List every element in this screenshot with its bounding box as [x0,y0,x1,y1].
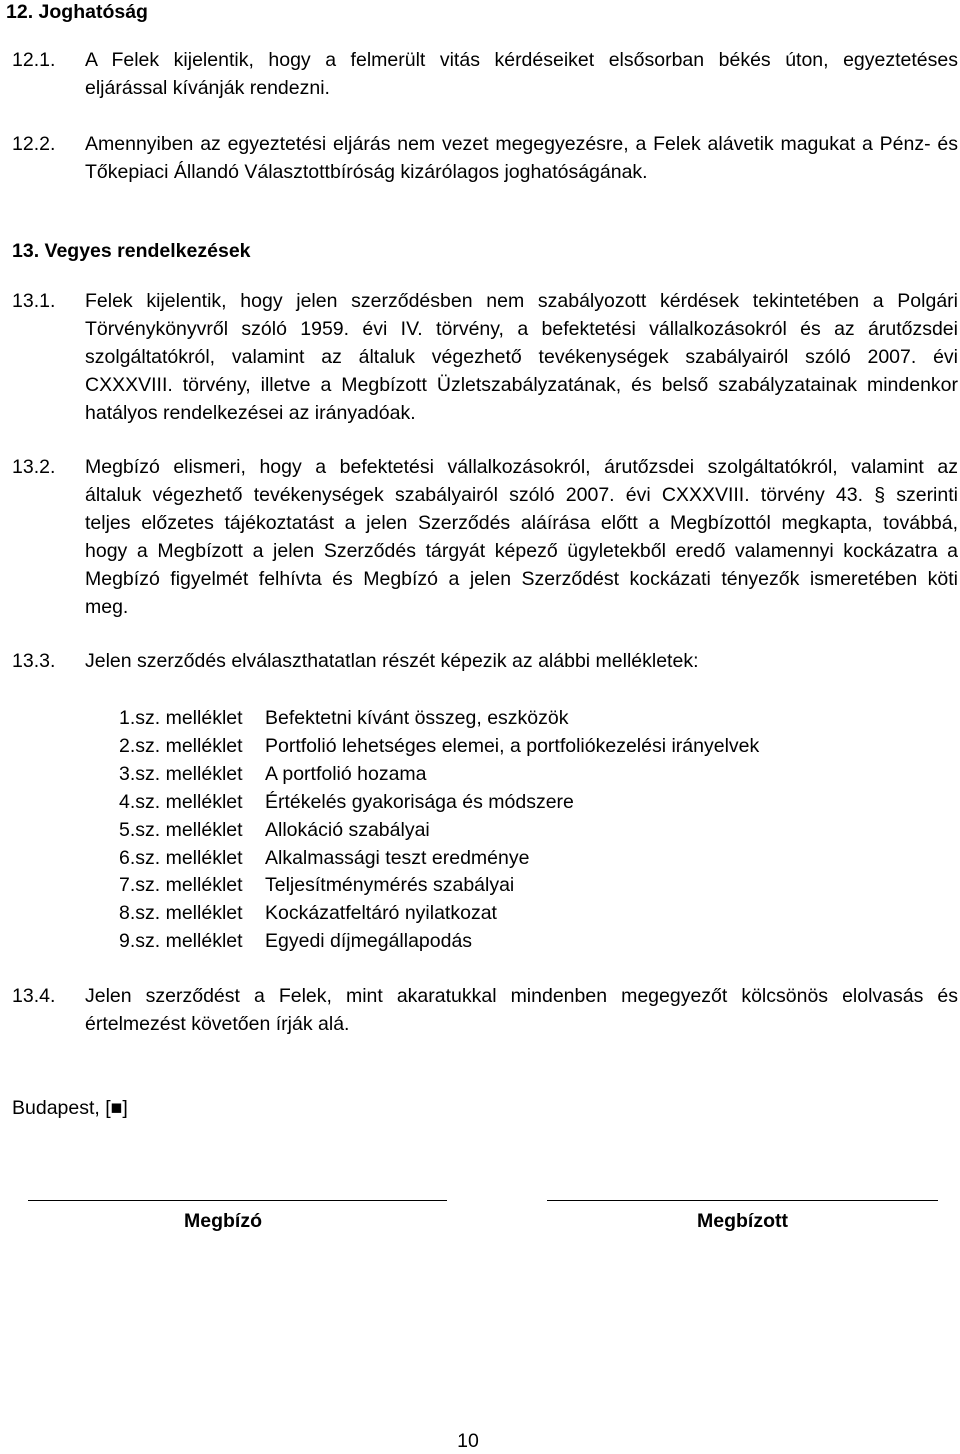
clause-13-1-number: 13.1. [12,290,56,312]
annex-title: Teljesítménymérés szabályai [265,874,515,897]
clause-13-2-line: hogy a Megbízott a jelen Szerződés tárgyát képező ügyletekből eredő valamennyi kockázatra a [85,540,958,562]
annex-label: 9.sz. melléklet [119,930,243,953]
clause-13-3-number: 13.3. [12,650,56,672]
annex-row [119,816,430,844]
clause-12-1-line: A Felek kijelentik, hogy a felmerült vitás kérdéseiket elsősorban békés úton, egyeztetéses [85,49,958,71]
clause-13-1-line: CXXXVIII. törvény, illetve a Megbízott Üzletszabályzatának, és belső szabályzatainak mindenkor [85,374,958,396]
clause-12-1-number: 12.1. [12,49,56,71]
clause-13-2-line: meg. [85,596,129,618]
clause-13-1-line: Törvénykönyvről szóló 1959. évi IV. törvény, a befektetési vállalkozásokról és az árutőzsdei [85,318,958,340]
clause-13-2-line: teljes előzetes tájékoztatást a jelen Szerződés aláírása előtt a Megbízottól megkapta, továbbá, [85,512,958,534]
annex-label: 2.sz. melléklet [119,734,243,757]
annex-title: A portfolió hozama [265,762,427,785]
clause-13-4-line: értelmezést követően írják alá. [85,1013,350,1035]
signature-label-right: Megbízott [697,1210,788,1232]
annex-row [119,871,514,899]
annex-row [119,732,759,760]
annex-label: 1.sz. melléklet [119,707,243,729]
clause-13-2-text [85,453,958,621]
annex-label: 8.sz. melléklet [119,902,243,925]
annex-row [119,927,472,955]
annex-row [119,899,497,927]
annex-title: Allokáció szabályai [265,818,430,841]
clause-12-2-line: Amennyiben az egyeztetési eljárás nem vezet megegyezésre, a Felek alávetik magukat a Pénz- és [85,133,958,155]
clause-12-2-line: Tőkepiaci Állandó Választottbíróság kizárólagos joghatóságának. [85,161,648,183]
annex-label: 3.sz. melléklet [119,762,243,785]
annex-label: 6.sz. melléklet [119,846,243,869]
clause-13-4-line: Jelen szerződést a Felek, mint akaratukkal mindenben megegyezőt kölcsönös elolvasás és [85,985,958,1007]
annex-row [119,788,574,816]
annex-label: 7.sz. melléklet [119,874,243,897]
annex-row [119,844,529,872]
annex-title: Egyedi díjmegállapodás [265,930,473,953]
page-number: 10 [457,1430,479,1452]
annex-title: Alkalmassági teszt eredménye [265,846,530,869]
annex-title: Portfolió lehetséges elemei, a portfoliókezelési irányelvek [265,734,760,757]
clause-13-2-line: Megbízó figyelmét felhívta és Megbízó a jelen Szerződést kockázati tényezők ismeretében köti [85,568,958,590]
annex-title: Befektetni kívánt összeg, eszközök [265,707,569,729]
clause-13-1-line: Felek kijelentik, hogy jelen szerződésben nem szabályozott kérdések tekintetében a Polgári [85,290,958,312]
clause-13-2-line: általuk végezhető tevékenységek szabályairól szóló 2007. évi CXXXVIII. törvény 43. § szerinti [85,484,958,506]
clause-13-4-text [85,982,958,1038]
annex-label: 5.sz. melléklet [119,818,243,841]
clause-13-4-number: 13.4. [12,985,56,1007]
clause-12-2-text [85,130,958,186]
clause-12-1-line: eljárással kívánják rendezni. [85,77,330,99]
annex-title: Kockázatfeltáró nyilatkozat [265,902,497,925]
section-13-heading: 13. Vegyes rendelkezések [12,240,251,262]
annex-label: 4.sz. melléklet [119,790,243,813]
place-date: Budapest, [■] [12,1097,128,1119]
clause-13-1-line: szolgáltatókról, valamint az általuk végezhető tevékenységek szabályairól szóló 2007. évi [85,346,958,368]
signature-line-left [28,1200,447,1201]
signature-label-left: Megbízó [184,1210,262,1232]
clause-13-3-text: Jelen szerződés elválaszthatatlan részét képezik az alábbi mellékletek: [85,650,699,672]
clause-13-1-line: hatályos rendelkezései az irányadóak. [85,402,416,424]
clause-12-2-number: 12.2. [12,133,56,155]
annex-title: Értékelés gyakorisága és módszere [265,790,574,813]
clause-12-1-text [85,46,958,102]
annex-row [119,760,427,788]
signature-line-right [547,1200,938,1201]
clause-13-2-line: Megbízó elismeri, hogy a befektetési vállalkozásokról, árutőzsdei szolgáltatókról, valamint az [85,456,958,478]
annex-row [119,704,569,732]
clause-13-2-number: 13.2. [12,456,56,478]
section-12-heading: 12. Joghatóság [6,1,148,23]
clause-13-1-text [85,287,958,427]
